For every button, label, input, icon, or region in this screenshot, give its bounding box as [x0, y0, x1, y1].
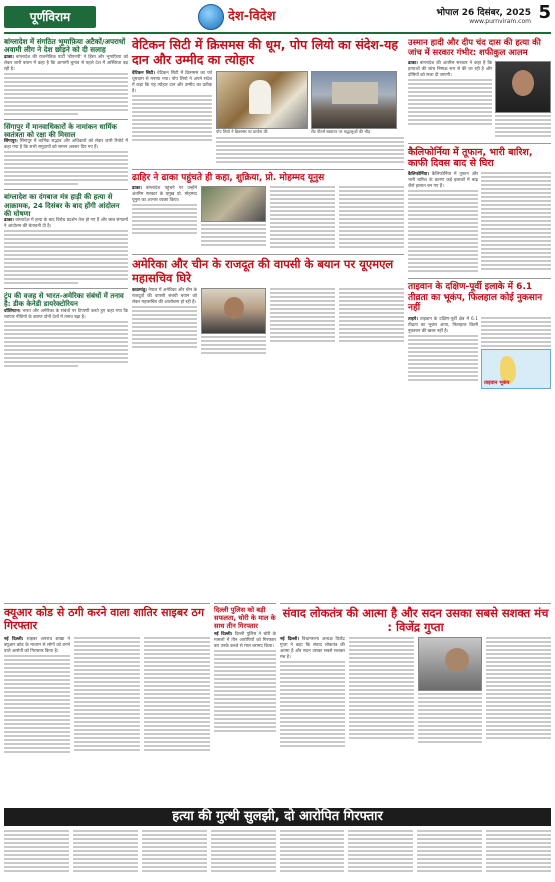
divider: [280, 603, 551, 604]
divider: [132, 254, 404, 255]
story-text-lines: [4, 321, 128, 367]
story-body: काठमांडू। नेपाल में अमेरिका और चीन के राजदूतों की वापसी संबंधी बयान को लेकर महासचिव की आलोचना हो रही है।: [132, 288, 197, 306]
divider: [214, 603, 276, 604]
story-text-lines: [201, 224, 266, 246]
story-body: कैलिफोर्निया। कैलिफोर्निया में तूफान और भारी बारिश के कारण कई इलाकों में बाढ़ जैसे हालात बन गए हैं।: [408, 172, 478, 190]
story-text-lines: [144, 637, 210, 751]
story-text-lines: [495, 115, 551, 137]
story-text-lines: [280, 661, 345, 747]
issue-date: भोपाल 26 दिसंबर, 2025: [436, 8, 531, 18]
divider: [4, 119, 128, 120]
story-body: सिंगापुर। सिंगापुर में धार्मिक सद्भाव और अधिकारों को लेकर जारी रिपोर्ट में कहा गया है कि सभी समुदायों को समान अवसर दिए गए हैं।: [4, 139, 128, 151]
story-body: ढाका। बांग्लादेश की अंतरिम सरकार ने कहा है कि हत्याओं की जांच निष्पक्ष रूप से की जा रही है और दोषियों को सजा दी जाएगी।: [408, 60, 492, 78]
story-text-lines: [481, 172, 551, 270]
story-title: बांग्लादेश में संगठित भूमाफ़िया अटैकों/अपराधों अवामी लीग ने देश छोड़ने को दी सलाह: [4, 37, 126, 55]
photo-pope-leo: [216, 71, 308, 129]
masthead-rule: [4, 32, 551, 34]
divider: [4, 603, 210, 604]
bottom-headline: हत्या की गुत्थी सुलझी, दो आरोपित गिरफ्तार: [4, 808, 551, 826]
story-text-lines: [216, 137, 404, 163]
map-label: ताइवान भूकंप: [484, 380, 510, 387]
story-text-lines: [132, 95, 212, 141]
photo-uml-leader: [201, 288, 266, 334]
story-text-lines: [4, 230, 128, 284]
divider: [408, 278, 551, 279]
story-singapore: [4, 123, 128, 186]
taiwan-map: [481, 349, 551, 389]
story-text-lines: [481, 317, 551, 347]
story-title: उस्मान हादी और दीप चंद दास की हत्या की जांच में सरकार गंभीर: शफीकुल आलम: [408, 37, 541, 57]
story-body: नई दिल्ली। साइबर अपराध शाखा ने क्यूआर कोड के माध्यम से लोगों को ठगने वाले आरोपी को गिरफ्तार किया है।: [4, 636, 70, 654]
globe-icon: [198, 4, 224, 30]
page-number: 5: [538, 2, 551, 23]
story-vatican-christmas: [132, 38, 404, 165]
section-title: देश-विदेश: [228, 9, 276, 24]
photo-caption: पोप लियो ने क्रिसमस पर प्रार्थना की: [216, 128, 268, 134]
story-body: नई दिल्ली। दिल्ली पुलिस ने चोरी के मामलों में तीन आरोपियों को गिरफ्तार कर उनके कब्जे से माल बरामद किया।: [214, 632, 276, 650]
story-title: ट्रंप की वजह से भारत-अमेरिका संबंधों में तनाव है: डीक केनेडी डायरेक्टोरियन: [4, 292, 124, 309]
story-body: वॉशिंगटन। भारत और अमेरिका के संबंधों पर टिप्पणी करते हुए कहा गया कि व्यापार नीतियों के कारण दोनों देशों में तनाव बढ़ा है।: [4, 308, 128, 320]
story-text-lines: [4, 73, 128, 115]
story-body: ताइपे। ताइवान के दक्षिण-पूर्वी क्षेत्र में 6.1 तीव्रता का भूकंप आया, फिलहाल किसी नुकसान की खबर नहीं है।: [408, 317, 478, 335]
brand-logo: पूर्णविराम: [4, 6, 96, 28]
story-text-lines: [132, 204, 197, 234]
story-text-lines: [418, 693, 483, 743]
story-vijender-gupta: [280, 600, 551, 749]
story-bangladesh-landmafia: [4, 38, 128, 115]
photo-vijender-gupta: [418, 637, 483, 691]
story-text-lines: [408, 335, 478, 381]
story-text-lines: [270, 186, 335, 248]
story-title: बांग्लादेश का दंगबाज मंत्र हाड़ी की हत्या से आक्रामक, 24 दिसंबर के बाद होंगी आंदोलन की घोषणा: [4, 193, 120, 218]
divider: [4, 189, 128, 190]
story-title: क्यूआर कोड से ठगी करने वाला शातिर साइबर ठग गिरफ्तार: [4, 606, 205, 632]
bottom-story-text: [4, 830, 551, 878]
story-title: संवाद लोकतंत्र की आत्मा है और सदन उसका सबसे सशक्त मंच : विजेंद्र गुप्ता: [282, 606, 549, 634]
story-text-lines: [408, 79, 492, 125]
story-text-lines: [214, 650, 276, 732]
story-text-lines: [408, 190, 478, 272]
story-text-lines: [339, 186, 404, 248]
story-taiwan-earthquake: [408, 282, 551, 389]
story-text-lines: [486, 637, 551, 739]
story-text-lines: [201, 336, 266, 354]
photo-caption: सेंट पीटर्स स्क्वायर पर श्रद्धालुओं की भीड़: [311, 128, 371, 134]
story-title: सिंगापुर में मानवाधिकारों के नामांकन धार्मिक स्वतंत्रता को रक्षा की मिसाल: [4, 122, 117, 140]
story-body: नई दिल्ली। विधानसभा अध्यक्ष विजेंद्र गुप्ता ने कहा कि संवाद लोकतंत्र की आत्मा है और सदन उसका सबसे सशक्त मंच है।: [280, 637, 345, 661]
story-delhi-police: [214, 600, 276, 734]
middle-column: [132, 38, 404, 360]
story-body: ढाका। बांग्लादेश में हत्या के बाद विरोध प्रदर्शन तेज हो गए हैं और छात्र संगठनों ने आंदोलन की चेतावनी दी है।: [4, 218, 128, 230]
story-nepal-uml: [132, 258, 404, 356]
divider: [408, 143, 551, 144]
right-column: [408, 38, 551, 393]
photo-st-peters-square: [311, 71, 397, 129]
story-bangladesh-protest: [4, 193, 128, 284]
section-header: [198, 4, 338, 30]
story-body: वेटिकन सिटी। वेटिकन सिटी में क्रिसमस का पर्व धूमधाम से मनाया गया। पोप लियो ने अपने संदेश में कहा कि यह त्योहार दान और उम्मीद का प्रतीक है।: [132, 70, 212, 94]
story-title: ताइवान के दक्षिण-पूर्वी इलाके में 6.1 तीव्रता का भूकंप, फिलहाल कोई नुकसान नहीं: [408, 282, 543, 314]
photo-shafiqul-alam: [495, 61, 551, 113]
photo-dhaka-arrival: [201, 186, 266, 222]
story-title: अमेरिका और चीन के राजदूत की वापसी के बयान पर यूएमएल महासचिव घिरे: [132, 257, 394, 285]
story-text-lines: [74, 637, 140, 751]
divider: [132, 169, 404, 170]
story-text-lines: [132, 306, 197, 348]
masthead: [0, 0, 555, 40]
story-text-lines: [270, 288, 335, 342]
masthead-meta: [436, 2, 551, 25]
story-trump-india-us: [4, 292, 128, 367]
story-text-lines: [339, 288, 404, 342]
divider: [4, 288, 128, 289]
story-text-lines: [4, 151, 128, 185]
story-body: ढाका। बांग्लादेश पहुंचने पर उन्होंने अंतरिम सरकार के प्रमुख प्रो. मोहम्मद यूनुस का आभार व्यक्त किया।: [132, 186, 197, 204]
site-url: www.purnviram.com: [469, 18, 531, 25]
left-column: [4, 38, 128, 371]
story-text-lines: [4, 655, 70, 753]
story-body: ढाका। बांग्लादेश की राजनीतिक पार्टी 'बीएनपी' ने हिंसा और भूमाफ़िया को लेकर जारी बयान में कहा है कि आगामी चुनाव से पहले देश में अस्थिरता बढ़ रही है।: [4, 54, 128, 72]
story-title: ढाहिर ने ढाका पहुंचते ही कहा, शुक्रिया, प्रो. मोहम्मद यूनुस: [132, 172, 325, 183]
story-qr-fraud: [4, 600, 210, 755]
story-text-lines: [349, 637, 414, 739]
story-title: दिल्ली पुलिस को बड़ी सफलता, चोरी के माल के साथ तीन गिरफ्तार: [214, 606, 276, 630]
story-dhaka-yunus: [132, 173, 404, 251]
story-title: कैलिफोर्निया में तूफान, भारी बारिश, काफी दिवस बाद से घिरा: [408, 146, 533, 170]
story-hadi-investigation: [408, 38, 551, 139]
lead-headline: वेटिकन सिटी में क्रिसमस की धूम, पोप लियो का संदेश-यह दान और उम्मीद का त्योहार: [132, 37, 398, 67]
story-california-storm: [408, 147, 551, 274]
